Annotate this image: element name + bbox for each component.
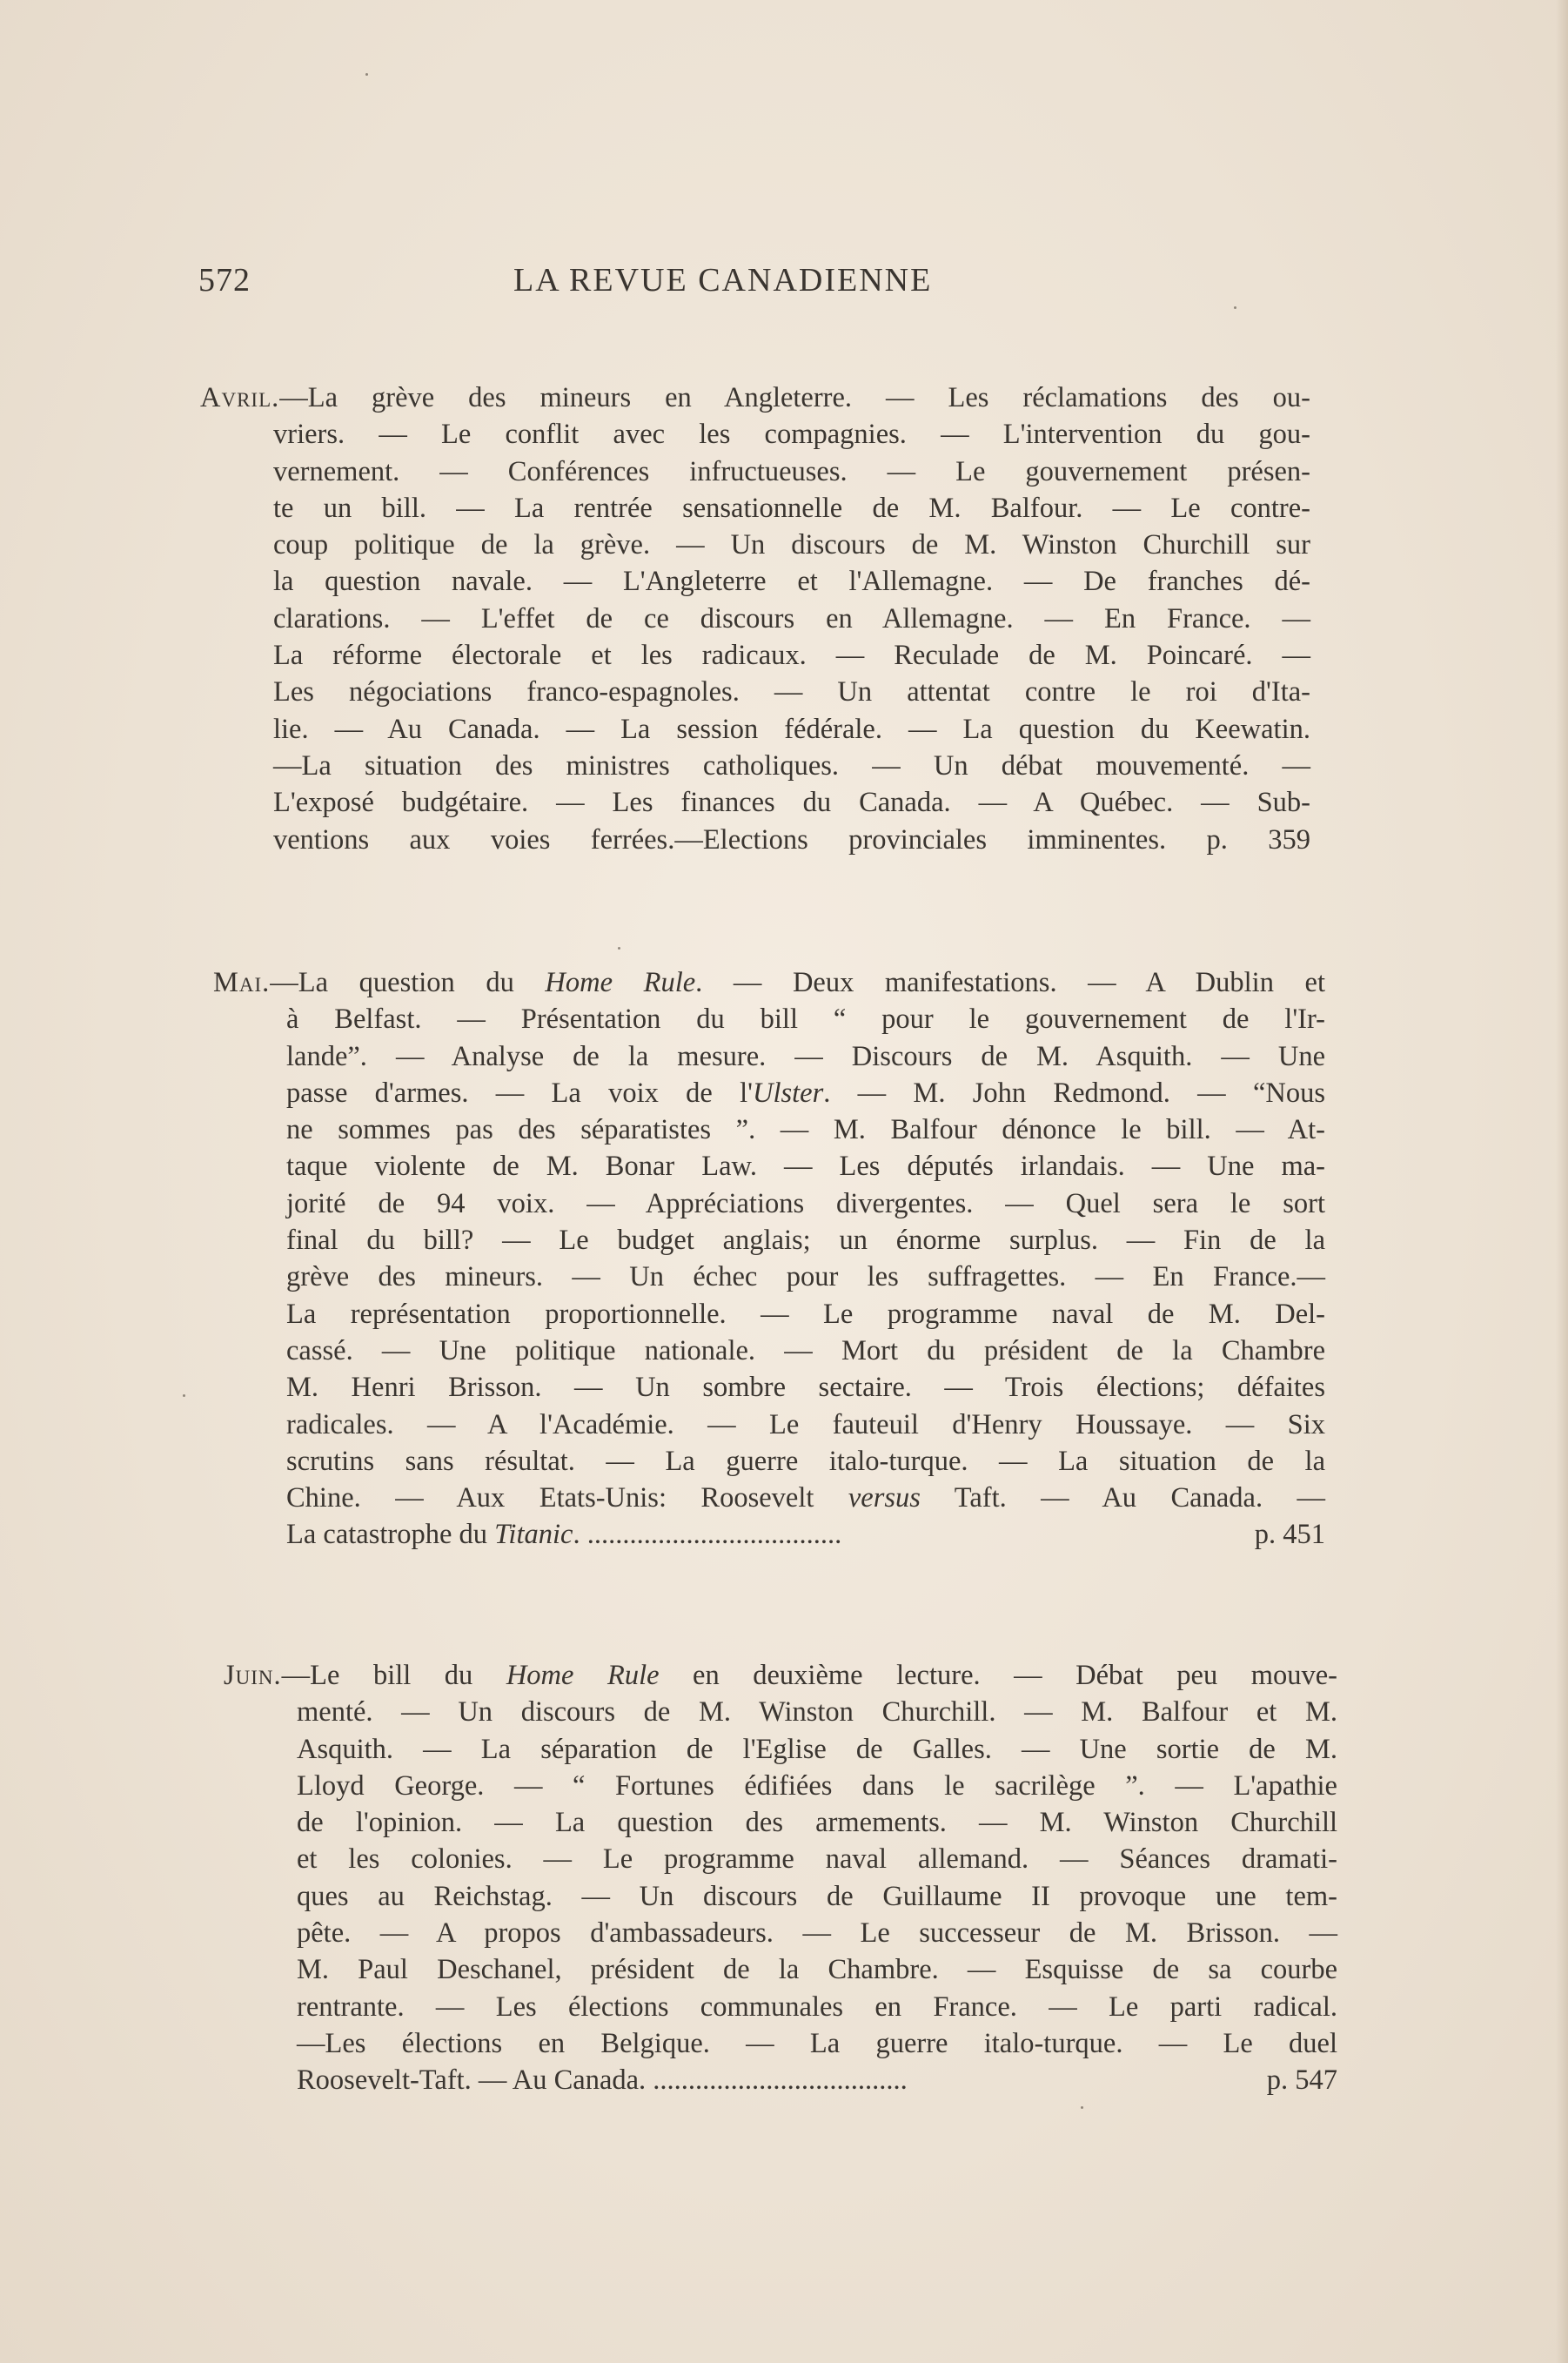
entry-line: La catastrophe du Titanic. .................................... p. 451 xyxy=(286,1516,1325,1553)
month-label: Avril. xyxy=(200,382,280,413)
entry-line: grève des mineurs. — Un échec pour les suffragettes. — En France.— xyxy=(286,1261,1325,1293)
entry-line: radicales. — A l'Académie. — Le fauteuil d'Henry Houssaye. — Six xyxy=(286,1408,1325,1440)
entry-line: ques au Reichstag. — Un discours de Guillaume II provoque une tem- xyxy=(297,1880,1337,1912)
dot-leader: . .................................... xyxy=(639,2064,908,2097)
entry-line: Les négociations franco-espagnoles. — Un attentat contre le roi d'Ita- xyxy=(273,676,1310,708)
entry-line: Lloyd George. — “ Fortunes édifiées dans le sacrilège ”. — L'apathie xyxy=(297,1769,1337,1802)
month-label: Mai. xyxy=(213,967,271,998)
paper-speck xyxy=(365,73,368,76)
paper-speck xyxy=(1081,2106,1083,2109)
summary-entry-mai xyxy=(213,964,1325,1554)
entry-line: lande”. — Analyse de la mesure. — Discours de M. Asquith. — Une xyxy=(286,1040,1325,1072)
summary-entry-juin xyxy=(224,1657,1337,2099)
running-head xyxy=(198,261,999,305)
journal-title: LA REVUE CANADIENNE xyxy=(513,262,933,299)
entry-line: coup politique de la grève. — Un discours de M. Winston Churchill sur xyxy=(273,529,1310,561)
entry-line: L'exposé budgétaire. — Les finances du Canada. — A Québec. — Sub- xyxy=(273,787,1310,819)
entry-line: —La situation des ministres catholiques. — Un débat mouvementé. — xyxy=(273,749,1310,782)
entry-line: Avril.—La grève des mineurs en Angleterre. — Les réclamations des ou- xyxy=(200,382,1310,413)
entry-line: scrutins sans résultat. — La guerre italo-turque. — La situation de la xyxy=(286,1445,1325,1477)
entry-line: M. Henri Brisson. — Un sombre sectaire. — Trois élections; défaites xyxy=(286,1372,1325,1404)
entry-line: rentrante. — Les élections communales en France. — Le parti radical. xyxy=(297,1990,1337,2023)
entry-line: à Belfast. — Présentation du bill “ pour le gouvernement de l'Ir- xyxy=(286,1004,1325,1036)
page-number: 572 xyxy=(198,262,251,299)
entry-line: la question navale. — L'Angleterre et l'Allemagne. — De franches dé- xyxy=(273,566,1310,598)
entry-line: La représentation proportionnelle. — Le programme naval de M. Del- xyxy=(286,1298,1325,1330)
entry-line: pête. — A propos d'ambassadeurs. — Le successeur de M. Brisson. — xyxy=(297,1917,1337,1950)
dot-leader: . .................................... xyxy=(573,1519,842,1551)
entry-line: vriers. — Le conflit avec les compagnies. — L'intervention du gou- xyxy=(273,419,1310,451)
page-reference: p. 451 xyxy=(1254,1519,1325,1551)
entry-line: ne sommes pas des séparatistes ”. — M. Balfour dénonce le bill. — At- xyxy=(286,1114,1325,1146)
summary-entry-avril xyxy=(200,379,1310,858)
entry-line: te un bill. — La rentrée sensationnelle de M. Balfour. — Le contre- xyxy=(273,492,1310,524)
entry-line: Asquith. — La séparation de l'Eglise de Galles. — Une sortie de M. xyxy=(297,1733,1337,1765)
entry-line: de l'opinion. — La question des armements. — M. Winston Churchill xyxy=(297,1807,1337,1839)
paper-speck xyxy=(618,947,620,950)
entry-line: vernement. — Conférences infructueuses. — Le gouvernement présen- xyxy=(273,455,1310,487)
entry-line: menté. — Un discours de M. Winston Churchill. — M. Balfour et M. xyxy=(297,1696,1337,1729)
entry-line: —Les élections en Belgique. — La guerre italo-turque. — Le duel xyxy=(297,2027,1337,2059)
entry-line: clarations. — L'effet de ce discours en Allemagne. — En France. — xyxy=(273,602,1310,634)
page-edge-shadow xyxy=(1556,0,1568,2363)
entry-line: passe d'armes. — La voix de l'Ulster. — M. John Redmond. — “Nous xyxy=(286,1077,1325,1109)
paper-speck xyxy=(183,1394,185,1397)
entry-line: jorité de 94 voix. — Appréciations divergentes. — Quel sera le sort xyxy=(286,1187,1325,1219)
entry-line: taque violente de M. Bonar Law. — Les députés irlandais. — Une ma- xyxy=(286,1151,1325,1183)
entry-line: cassé. — Une politique nationale. — Mort du président de la Chambre xyxy=(286,1334,1325,1366)
entry-line: et les colonies. — Le programme naval allemand. — Séances dramati- xyxy=(297,1843,1337,1876)
entry-line: final du bill? — Le budget anglais; un énorme surplus. — Fin de la xyxy=(286,1225,1325,1257)
entry-line: Mai.—La question du Home Rule. — Deux manifestations. — A Dublin et xyxy=(213,967,1325,998)
entry-line: lie. — Au Canada. — La session fédérale. — La question du Keewatin. xyxy=(273,713,1310,745)
entry-line: M. Paul Deschanel, président de la Chambre. — Esquisse de sa courbe xyxy=(297,1954,1337,1986)
entry-line: Roosevelt-Taft. — Au Canada. .................................... p. 547 xyxy=(297,2062,1337,2098)
month-label: Juin. xyxy=(224,1660,282,1691)
page-reference: p. 547 xyxy=(1266,2064,1337,2097)
entry-line: Chine. — Aux Etats-Unis: Roosevelt versus Taft. — Au Canada. — xyxy=(286,1482,1326,1514)
entry-line: La réforme électorale et les radicaux. — Reculade de M. Poincaré. — xyxy=(273,640,1310,672)
entry-line: Juin.—Le bill du Home Rule en deuxième lecture. — Débat peu mouve- xyxy=(224,1660,1337,1691)
entry-line: ventions aux voies ferrées.—Elections provinciales imminentes. p. 359 xyxy=(273,823,1310,856)
paper-speck xyxy=(1234,306,1236,309)
